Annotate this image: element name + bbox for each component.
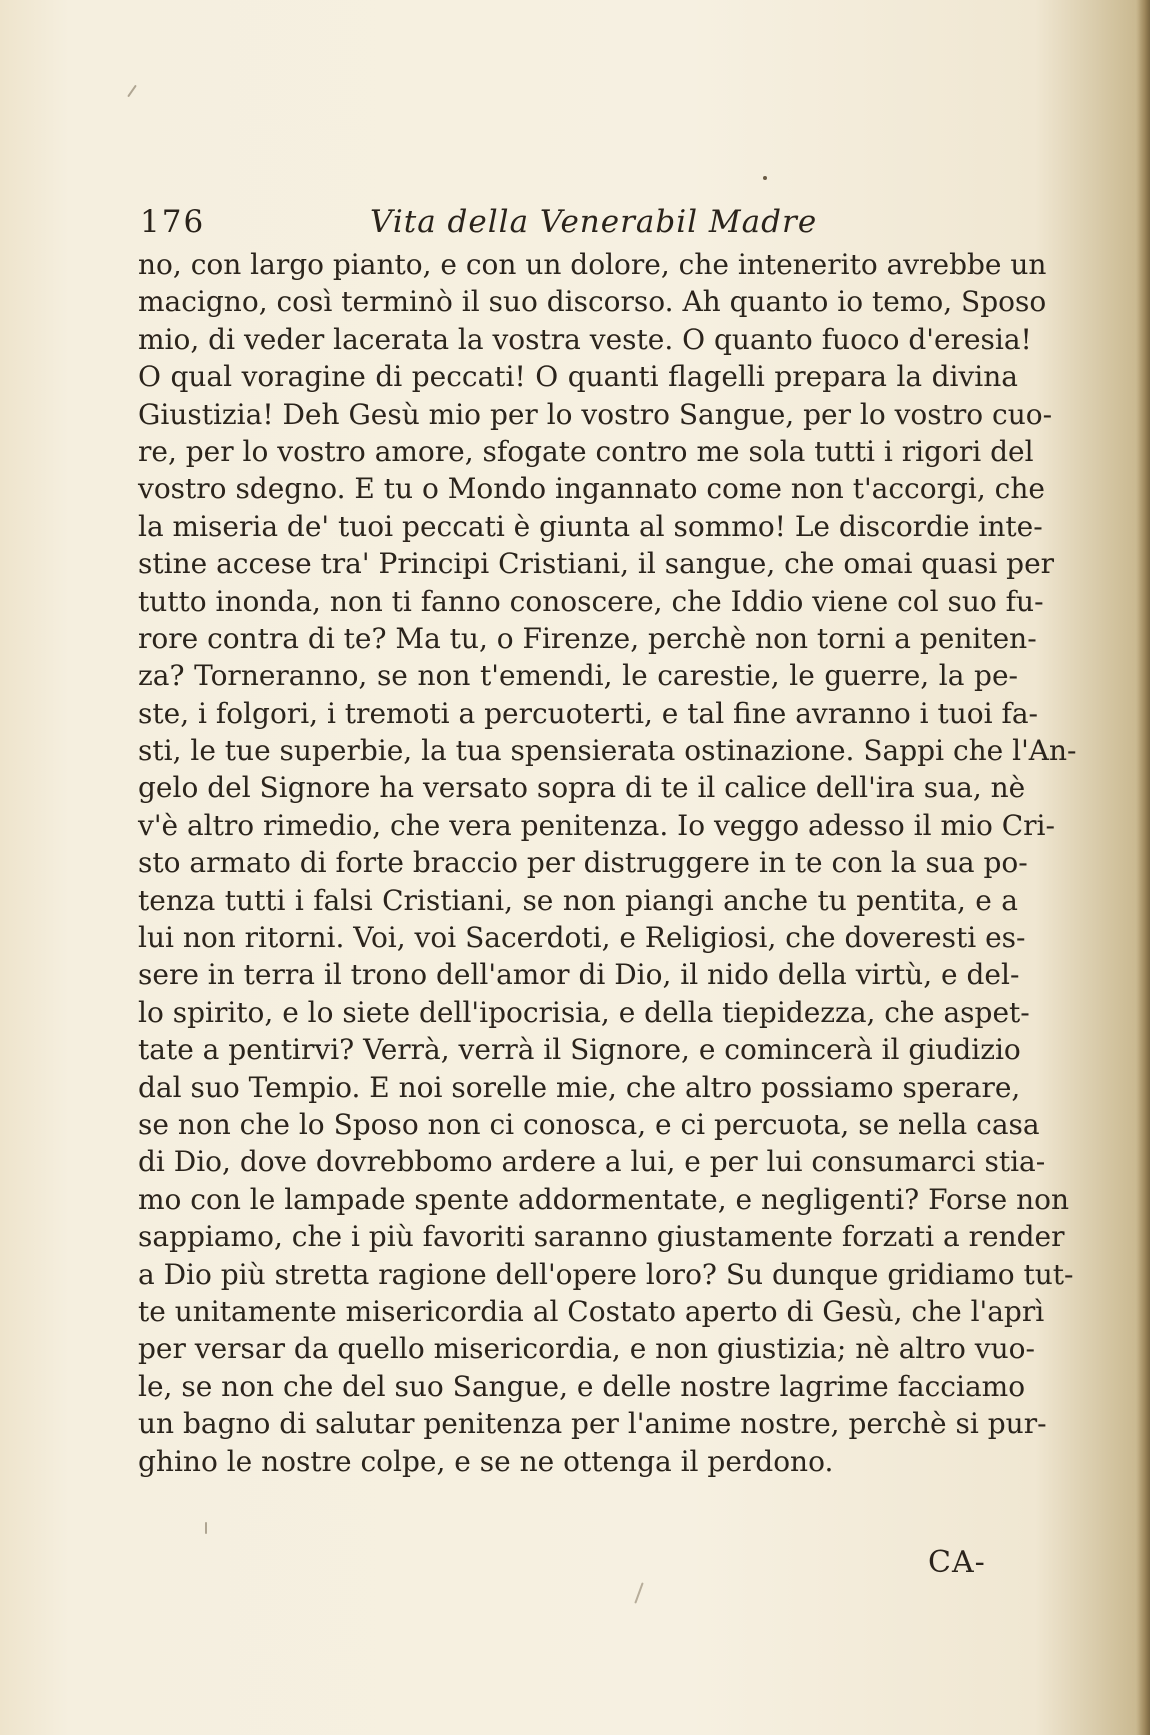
- page-number: 176: [140, 204, 206, 240]
- paper-speck: [634, 1582, 643, 1603]
- text-line: Giustizia! Deh Gesù mio per lo vostro Sangue, per lo vostro cuo-: [138, 397, 1053, 431]
- text-line: tenza tutti i falsi Cristiani, se non piangi anche tu pentita, e a: [138, 883, 1018, 917]
- text-line: a Dio più stretta ragione dell'opere loro? Su dunque gridiamo tut-: [138, 1257, 1074, 1291]
- catchword: CA-: [928, 1545, 986, 1580]
- text-line: no, con largo pianto, e con un dolore, che intenerito avrebbe un: [138, 248, 1047, 281]
- text-line: tutto inonda, non ti fanno conoscere, che Iddio viene col suo fu-: [138, 584, 1044, 618]
- text-line: sti, le tue superbie, la tua spensierata ostinazione. Sappi che l'An-: [138, 734, 1077, 768]
- text-line: sto armato di forte braccio per distruggere in te con la sua po-: [138, 846, 1028, 880]
- text-line: te unitamente misericordia al Costato aperto di Gesù, che l'aprì: [138, 1294, 1045, 1328]
- text-line: macigno, così terminò il suo discorso. Ah quanto io temo, Sposo: [138, 285, 1047, 319]
- text-line: le, se non che del suo Sangue, e delle nostre lagrime facciamo: [138, 1369, 1026, 1403]
- body-text: [138, 246, 1077, 1480]
- text-line: se non che lo Sposo non ci conosca, e ci percuota, se nella casa: [138, 1107, 1040, 1141]
- text-line: un bagno di salutar penitenza per l'anime nostre, perchè si pur-: [138, 1407, 1047, 1441]
- running-title: Vita della Venerabil Madre: [370, 204, 818, 240]
- text-line: lo spirito, e lo siete dell'ipocrisia, e della tiepidezza, che aspet-: [138, 995, 1030, 1029]
- text-line: di Dio, dove dovrebbomo ardere a lui, e per lui consumarci stia-: [138, 1145, 1046, 1179]
- text-line: v'è altro rimedio, che vera penitenza. Io veggo adesso il mio Cri-: [138, 808, 1055, 842]
- paper-speck: [127, 85, 137, 98]
- text-line: tate a pentirvi? Verrà, verrà il Signore, e comincerà il giudizio: [138, 1033, 1021, 1067]
- text-line: O qual voragine di peccati! O quanti flagelli prepara la divina: [138, 360, 1018, 394]
- text-line: stine accese tra' Principi Cristiani, il sangue, che omai quasi per: [138, 547, 1055, 581]
- text-line: sappiamo, che i più favoriti saranno giustamente forzati a render: [138, 1220, 1065, 1254]
- text-line: rore contra di te? Ma tu, o Firenze, perchè non torni a peniten-: [138, 621, 1037, 655]
- text-line: vostro sdegno. E tu o Mondo ingannato come non t'accorgi, che: [138, 472, 1045, 506]
- text-line: ghino le nostre colpe, e se ne ottenga il perdono.: [138, 1444, 834, 1478]
- text-line: gelo del Signore ha versato sopra di te il calice dell'ira sua, nè: [138, 771, 1026, 805]
- paper-speck: [763, 176, 767, 180]
- page-header: [140, 204, 820, 244]
- text-line: mo con le lampade spente addormentate, e negligenti? Forse non: [138, 1182, 1069, 1216]
- text-line: sere in terra il trono dell'amor di Dio, il nido della virtù, e del-: [138, 958, 1020, 992]
- text-line: lui non ritorni. Voi, voi Sacerdoti, e Religiosi, che doveresti es-: [138, 921, 1026, 955]
- paper-speck: [205, 1522, 207, 1534]
- text-line: ste, i folgori, i tremoti a percuoterti, e tal fine avranno i tuoi fa-: [138, 696, 1039, 730]
- page-edge-shadow: [1136, 0, 1150, 1735]
- text-line: za? Torneranno, se non t'emendi, le carestie, le guerre, la pe-: [138, 659, 1018, 693]
- text-line: dal suo Tempio. E noi sorelle mie, che altro possiamo sperare,: [138, 1070, 1021, 1104]
- text-line: mio, di veder lacerata la vostra veste. O quanto fuoco d'eresia!: [138, 322, 1032, 356]
- text-line: la miseria de' tuoi peccati è giunta al sommo! Le discordie inte-: [138, 509, 1043, 543]
- text-line: per versar da quello misericordia, e non giustizia; nè altro vuo-: [138, 1332, 1035, 1366]
- text-line: re, per lo vostro amore, sfogate contro me sola tutti i rigori del: [138, 434, 1034, 468]
